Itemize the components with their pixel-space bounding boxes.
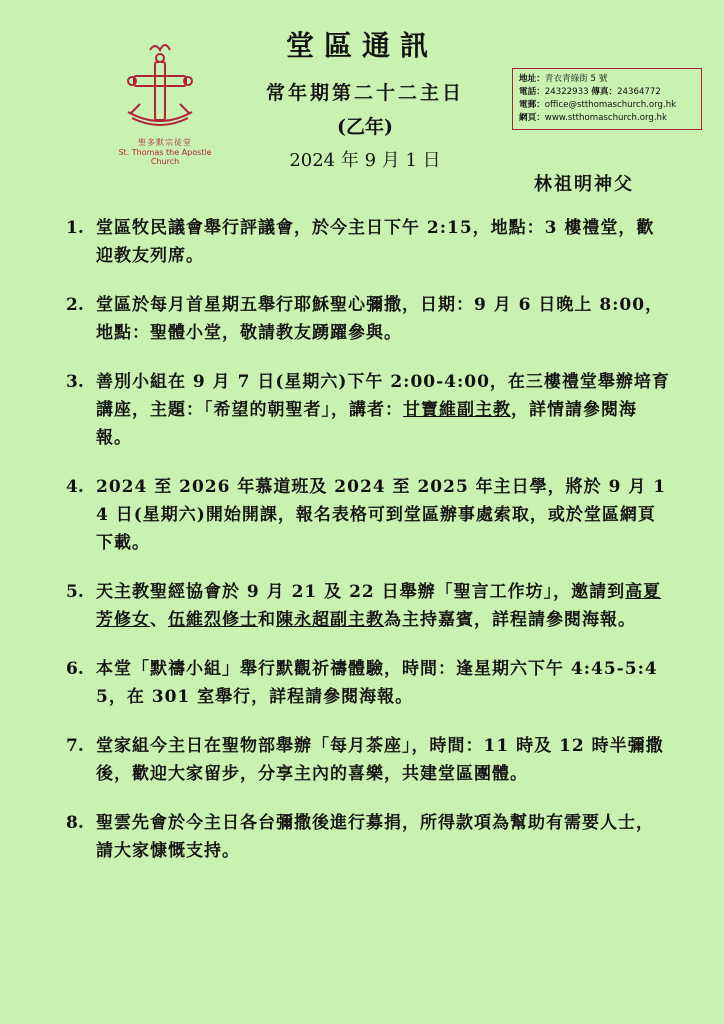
contact-box [512,68,702,130]
guest-name: 伍維烈修士 [168,610,258,630]
email-line: 電郵：office@stthomaschurch.org.hk [519,100,677,110]
web-link[interactable]: www.stthomaschurch.org.hk [544,113,667,123]
list-item: 1. 堂區牧民議會舉行評議會，於今主日下午 2:15，地點：3 樓禮堂，歡迎教友列席。 [66,218,655,266]
announcement-list [66,214,670,886]
address-line: 地址：青衣青綠街 5 號 [519,74,608,84]
list-item: 8. 聖雲先會於今主日各台彌撒後進行募捐，所得款項為幫助有需要人士，請大家慷慨支持。 [66,813,654,861]
phone-line: 電話：24322933 傳真：24364772 [519,87,661,97]
list-item: 3. 善別小組在 9 月 7 日(星期六)下午 2:00-4:00，在三樓禮堂舉辦培育講座，主題：「希望的朝聖者」，講者：甘寶維副主教，詳情請參閱海報。 [66,372,670,448]
web-line: 網頁：www.stthomaschurch.org.hk [519,113,667,123]
list-item: 6. 本堂「默禱小組」舉行默觀祈禱體驗，時間：逢星期六下午 4:45-5:45，在 301 室舉行，詳程請參閱海報。 [66,659,658,707]
year-cycle: (乙年) [337,116,393,138]
priest-name: 林祖明神父 [534,174,634,195]
speaker-name: 甘寶維副主教 [403,400,511,420]
list-item: 4. 2024 至 2026 年慕道班及 2024 至 2025 年主日學，將於 9 月 14 日(星期六)開始開課，報名表格可到堂區辦事處索取，或於堂區網頁下載。 [66,477,667,553]
guest-name: 高夏芳修女 [96,582,662,630]
page-title: 堂區通訊 [285,29,438,62]
list-item: 5. 天主教聖經協會於 9 月 21 及 22 日舉辦「聖言工作坊」，邀請到高夏芳修女、伍維烈修士和陳永超副主教為主持嘉賓，詳程請參閱海報。 [66,582,662,630]
logo-name-en: St. Thomas the Apostle Church [118,148,212,166]
bulletin-date: 2024 年 9 月 1 日 [289,150,441,171]
list-item: 2. 堂區於每月首星期五舉行耶穌聖心彌撒，日期：9 月 6 日晚上 8:00，地點：聖體小堂，敬請教友踴躍參與。 [66,295,664,343]
guest-name: 陳永超副主教 [276,610,384,630]
liturgy-title: 常年期第二十二主日 [265,82,464,104]
logo-name-cn: 聖多默宗徒堂 [138,138,192,147]
list-item: 7. 堂家組今主日在聖物部舉辦「每月茶座」，時間：11 時及 12 時半彌撒後，歡迎大家留步，分享主內的喜樂，共建堂區團體。 [66,736,664,784]
email-link[interactable]: office@stthomaschurch.org.hk [544,100,677,110]
